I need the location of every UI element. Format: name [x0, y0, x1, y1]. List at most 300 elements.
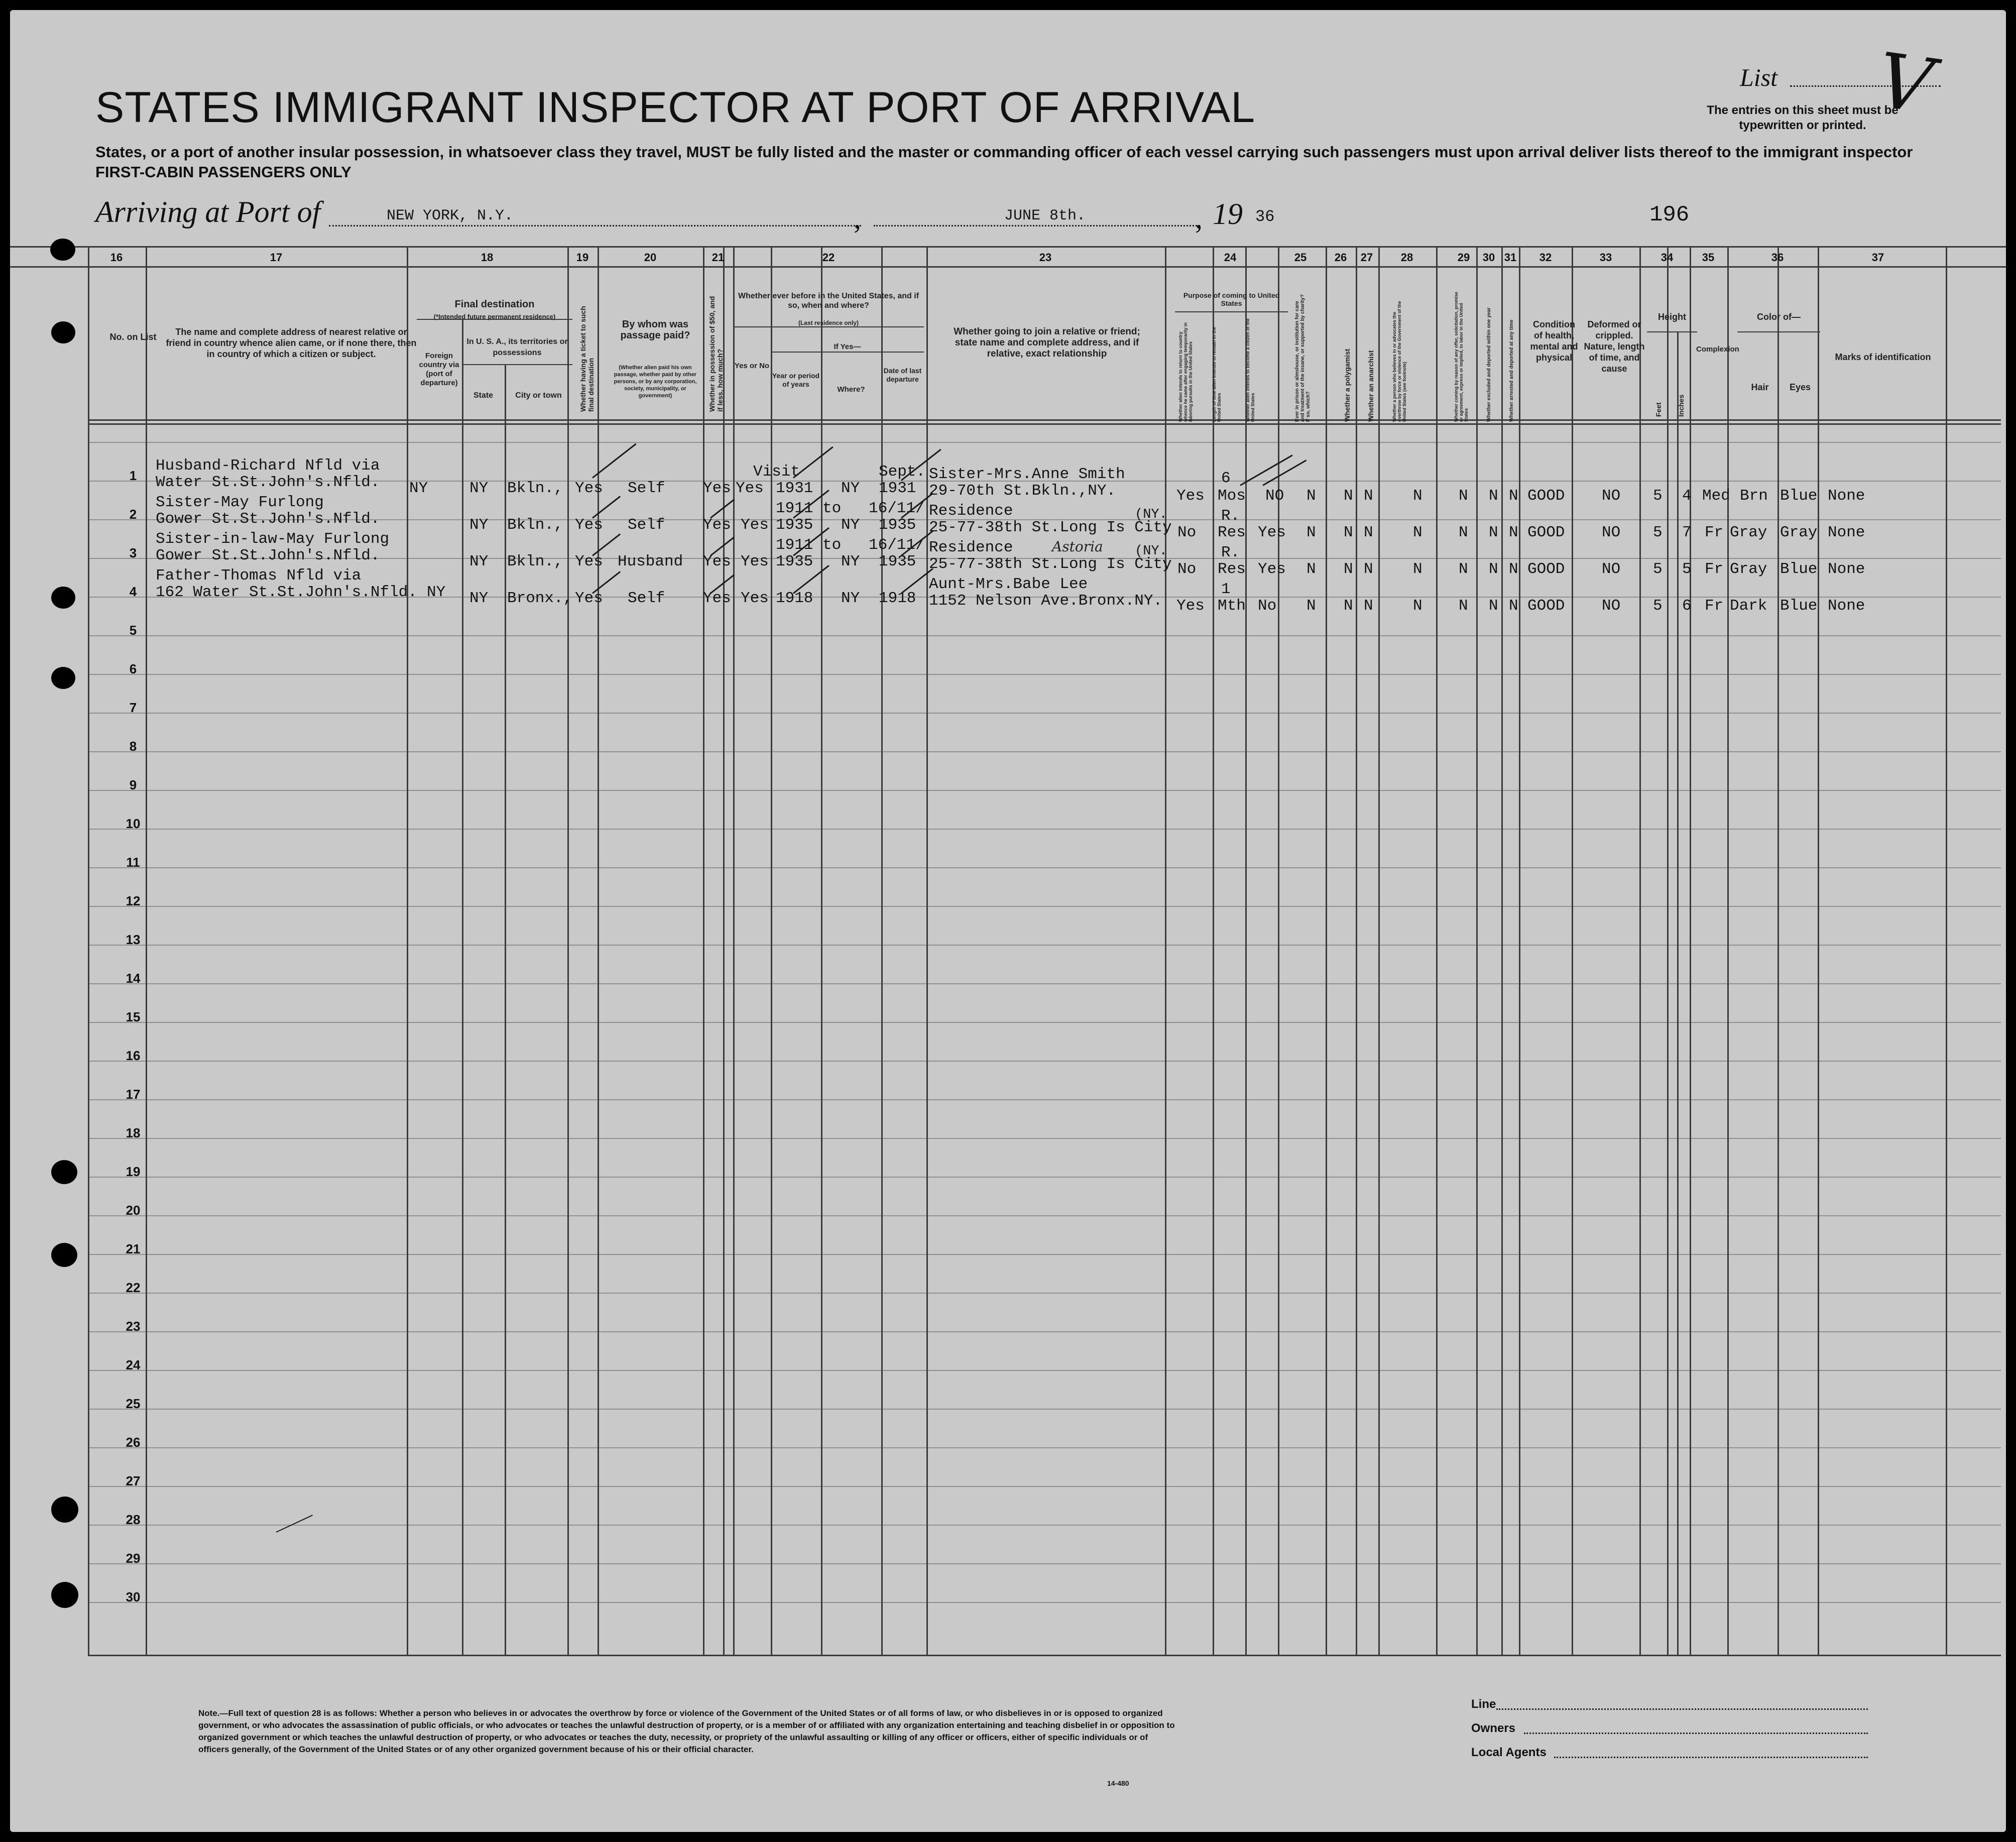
instructions-text: States, or a port of another insular possession, in whatsoever class they travel, MUST be fully listed and the master or commanding officer of each vessel carrying such passengers must upon arrival deliver lists thereof to the immigrant inspector	[95, 143, 1913, 161]
row-number: 30	[126, 1589, 141, 1604]
row-number: 14	[126, 971, 141, 986]
grid-line	[1326, 246, 1327, 1655]
grid-line	[1519, 246, 1520, 1655]
col24-heading: Purpose of coming to United States	[1183, 291, 1280, 307]
q28: N	[1413, 560, 1422, 578]
nearest-relative-line1: Husband-Richard Nfld via	[156, 457, 380, 475]
agents-underline	[1554, 1757, 1868, 1758]
col21-heading: Whether in possession of $50, and if less, how much?	[708, 296, 724, 412]
col22-date: Date of last departure	[883, 367, 922, 383]
form-number: 14-480	[1107, 1779, 1129, 1787]
purpose-length-top: 6	[1221, 470, 1231, 487]
date-underline	[874, 225, 1200, 226]
departure-date: 1935	[879, 553, 916, 570]
grid-line	[733, 246, 735, 1655]
row-number: 28	[126, 1512, 141, 1527]
comma-2: ,	[1195, 201, 1203, 235]
passage-paid: Self	[628, 516, 665, 534]
row-rule	[88, 1215, 2001, 1216]
row-number: 12	[126, 893, 141, 908]
deformed: NO	[1602, 487, 1621, 505]
ticket: Yes	[575, 553, 603, 570]
grid-line	[88, 423, 2001, 425]
q27: N	[1364, 560, 1373, 578]
purpose-citizen: Yes	[1258, 560, 1286, 578]
col29-heading: Whether coming by reason of any offer, solicitation, promise or agreement, express or implied, to labor in the United States	[1454, 291, 1469, 422]
col33-heading: Deformed or crippled. Nature, length of time, and cause	[1584, 319, 1645, 374]
q31: N	[1509, 524, 1518, 541]
q31: N	[1509, 487, 1518, 505]
marks: None	[1828, 524, 1865, 541]
grid-line	[1677, 331, 1679, 1655]
ticket: Yes	[575, 590, 603, 607]
purpose-length-top: R.	[1221, 507, 1240, 525]
row-number: 23	[126, 1319, 141, 1334]
column-number: 36	[1771, 251, 1784, 264]
money: Yes	[703, 516, 731, 534]
punch-hole	[51, 667, 75, 689]
grid-line	[1165, 246, 1166, 1655]
pencil-mark	[276, 1515, 313, 1533]
q30: N	[1489, 524, 1498, 541]
prev-years-top: 1911 to	[776, 536, 842, 554]
row-rule	[88, 674, 2001, 675]
check-mark	[793, 446, 834, 479]
nearest-relative-line2: Water St.St.John's.Nfld.	[156, 474, 380, 491]
dest-city: Bkln.,	[507, 480, 563, 497]
col22-heading: Whether ever before in the United States, and if so, when and where?	[738, 292, 919, 310]
punch-hole	[50, 239, 75, 261]
grid-line	[1476, 246, 1478, 1655]
grid-line	[1356, 246, 1357, 1655]
grid-line	[1572, 246, 1573, 1655]
manifest-sheet	[10, 10, 2006, 1832]
q25: N	[1307, 487, 1316, 505]
q28: N	[1413, 487, 1422, 505]
marks: None	[1828, 560, 1865, 578]
check-mark	[710, 499, 735, 518]
col34-inches: Inches	[1677, 394, 1685, 417]
row-rule	[88, 1099, 2001, 1100]
q30: N	[1489, 597, 1498, 615]
purpose-return: No	[1177, 524, 1197, 541]
q26: N	[1344, 524, 1353, 541]
column-number: 37	[1871, 251, 1884, 264]
column-number: 20	[644, 251, 657, 264]
q27: N	[1364, 487, 1373, 505]
eyes: Gray	[1780, 524, 1818, 541]
col19-heading: Whether having a ticket to such final destination	[579, 306, 595, 412]
joining-line2: 29-70th St.Bkln.,NY.	[929, 482, 1116, 500]
q27: N	[1364, 524, 1373, 541]
row-number: 7	[129, 700, 137, 715]
hair: Gray	[1730, 524, 1767, 541]
deformed: NO	[1602, 597, 1621, 615]
check-mark	[1262, 459, 1307, 486]
grid-line	[1501, 246, 1503, 1655]
nearest-relative-line2: Gower St.St.John's.Nfld.	[156, 547, 380, 564]
dest-city: Bkln.,	[507, 516, 563, 534]
col36-heading: Color of—	[1757, 312, 1801, 322]
q28: N	[1413, 597, 1422, 615]
purpose-length: Res	[1218, 560, 1246, 578]
row-number: 21	[126, 1241, 141, 1256]
col22-yesno: Yes or No	[734, 362, 770, 370]
height-inches: 4	[1682, 487, 1692, 505]
column-number: 22	[822, 251, 835, 264]
purpose-length: Mos	[1218, 487, 1246, 505]
purpose-length: Res	[1218, 524, 1246, 541]
foreign-port: NY	[427, 584, 446, 601]
marks: None	[1828, 487, 1865, 505]
nearest-relative-line1: Sister-in-law-May Furlong	[156, 530, 390, 548]
row-number: 22	[126, 1280, 141, 1295]
col18-foreign: Foreign country via (port of departure)	[419, 352, 459, 387]
departure-top: 16/11/	[869, 500, 925, 517]
grid-line	[1667, 246, 1669, 1655]
row-rule	[88, 1331, 2001, 1332]
list-label: List	[1740, 63, 1778, 91]
row-number: 1	[129, 468, 137, 483]
passage-paid: Self	[628, 480, 665, 497]
row-number: 15	[126, 1009, 141, 1024]
column-number: 26	[1334, 251, 1347, 264]
col36-eyes: Eyes	[1789, 382, 1811, 392]
arriving-label: Arriving at Port of	[95, 195, 321, 228]
row-number: 27	[126, 1473, 141, 1488]
grid-line	[1245, 246, 1247, 1655]
column-number: 21	[711, 251, 725, 264]
typewritten-notice: The entries on this sheet must be typewritten or printed.	[1707, 103, 1899, 132]
purpose-length-top: 1	[1221, 581, 1231, 598]
grid-line	[1378, 246, 1380, 1655]
joining-line2: 1152 Nelson Ave.Bronx.NY.	[929, 592, 1163, 610]
grid-line	[881, 246, 883, 1655]
purpose-return: Yes	[1176, 597, 1205, 615]
q29: N	[1459, 597, 1468, 615]
prev-visit: Yes	[741, 516, 769, 534]
departure-date: 1931	[879, 480, 916, 497]
grid-line	[10, 246, 2006, 248]
prev-where: NY	[841, 590, 860, 607]
column-number: 16	[110, 251, 123, 264]
line-underline	[1496, 1708, 1868, 1710]
col18-note: (*Intended future permanent residence)	[433, 313, 556, 320]
port-underline	[329, 225, 861, 226]
col36-hair: Hair	[1751, 382, 1769, 392]
row-rule	[88, 442, 2001, 443]
punch-hole	[51, 1160, 77, 1184]
footnote: Note.—Full text of question 28 is as follows: Whether a person who believes in or advocates the overthrow by force or violence of the Government of the United States or of all forms of law, or who disbelieves in or is opposed to organized government, or who advocates the assassination of public officials, or who advocates or teaches the unlawful destruction of property, or is a member of or affiliated with any organization entertaining and teaching disbelief in or opposition to organized government or which teaches the unlawful destruction of property, or who advocates or teaches the duty, necessity, or propriety of the unlawful assaulting or killing of any officer or officers, either of specific individuals or of officers generally, of the Government of the United States or of any other organized government because of his or their official character.	[198, 1708, 1175, 1754]
col24b-heading: Length of time alien intends to remain in the United States	[1212, 326, 1222, 422]
height-inches: 5	[1682, 560, 1692, 578]
departure-date: 1935	[879, 516, 916, 534]
col22-years: Year or period of years	[772, 372, 820, 388]
row-rule	[88, 983, 2001, 984]
hair: Dark	[1730, 597, 1767, 615]
col25-heading: Ever in prison or almshouse, or institution for care and treatment of the insane, or supported by charity? If so, which?	[1294, 294, 1311, 422]
row-number: 4	[129, 584, 137, 599]
agents-label: Local Agents	[1471, 1746, 1547, 1759]
column-number: 30	[1482, 251, 1495, 264]
health: GOOD	[1527, 597, 1565, 615]
ticket: Yes	[575, 516, 603, 534]
passenger-class-line: FIRST-CABIN PASSENGERS ONLY	[95, 163, 351, 181]
col22-ifyes: If Yes—	[834, 342, 861, 351]
q26: N	[1344, 560, 1353, 578]
prev-where: NY	[841, 553, 860, 570]
purpose-length-top: R.	[1221, 544, 1240, 561]
prev-years-top: 1911 to	[776, 500, 842, 517]
col24a-heading: Whether alien intends to return to country whence he came after engaging temporarily in laboring pursuits in the United States	[1178, 322, 1193, 422]
punch-hole	[51, 587, 75, 609]
joining-line1: Residence	[929, 539, 1013, 556]
col35-heading: Complexion	[1696, 345, 1739, 354]
grid-line	[1639, 246, 1641, 1655]
owners-underline	[1524, 1733, 1868, 1734]
nearest-relative-line2: Gower St.St.John's.Nfld.	[156, 510, 380, 528]
row-rule	[88, 1022, 2001, 1023]
dest-city: Bkln.,	[507, 553, 563, 570]
grid-line	[1175, 311, 1288, 312]
col18-state: State	[473, 391, 494, 400]
column-number: 32	[1539, 251, 1552, 264]
row-rule	[88, 906, 2001, 907]
grid-line	[407, 246, 408, 1655]
row-number: 6	[129, 661, 137, 676]
prev-visit: Yes	[741, 553, 769, 570]
column-number: 19	[576, 251, 589, 264]
row-rule	[88, 713, 2001, 714]
height-feet: 5	[1653, 597, 1663, 615]
joining-line2: 25-77-38th St.Long Is City	[929, 555, 1172, 573]
money: Yes	[703, 553, 731, 570]
marks: None	[1828, 597, 1865, 615]
row-rule	[88, 1447, 2001, 1448]
row-rule	[88, 829, 2001, 830]
check-mark	[592, 533, 621, 556]
row-number: 16	[126, 1048, 141, 1063]
list-mark: V	[1872, 37, 1938, 131]
comma: ,	[854, 201, 861, 235]
row-rule	[88, 1563, 2001, 1564]
dest-state: NY	[469, 516, 489, 534]
row-rule	[88, 1486, 2001, 1487]
prev-years: 1918	[776, 590, 813, 607]
joining-note: (NY.	[1135, 507, 1167, 522]
q29: N	[1459, 487, 1468, 505]
row-number: 8	[129, 739, 137, 754]
dest-state: NY	[469, 553, 489, 570]
check-mark	[592, 571, 621, 594]
q25: N	[1307, 524, 1316, 541]
q25: N	[1307, 560, 1316, 578]
row-rule	[88, 751, 2001, 752]
column-number: 31	[1504, 251, 1517, 264]
purpose-length: Mth	[1218, 597, 1246, 615]
col18-city: City or town	[515, 391, 562, 400]
grid-line	[598, 246, 599, 1655]
col16-heading: No. on List	[109, 332, 157, 342]
complexion: Fr	[1705, 560, 1724, 578]
row-rule	[88, 1525, 2001, 1526]
punch-hole	[51, 1496, 78, 1523]
grid-line	[88, 1655, 2001, 1656]
row-number: 26	[126, 1435, 141, 1450]
column-number: 29	[1457, 251, 1470, 264]
joining-note: (NY.	[1135, 544, 1167, 559]
prev-years: 1931	[776, 480, 813, 497]
row-rule	[88, 1138, 2001, 1139]
q25: N	[1307, 597, 1316, 615]
punch-hole	[51, 1243, 77, 1267]
prev-where: NY	[841, 516, 860, 534]
foreign-port: NY	[409, 480, 428, 497]
grid-line	[462, 319, 463, 1655]
grid-line	[10, 266, 2006, 268]
row-rule	[88, 1409, 2001, 1410]
dest-city: Bronx.,	[507, 590, 573, 607]
col37-heading: Marks of identification	[1835, 352, 1931, 362]
height-feet: 5	[1653, 560, 1663, 578]
grid-line	[1436, 246, 1438, 1655]
nearest-relative-line1: Sister-May Furlong	[156, 494, 324, 511]
column-number: 18	[481, 251, 494, 264]
grid-line	[1690, 246, 1691, 1655]
row-number: 3	[129, 545, 137, 560]
grid-line	[771, 246, 772, 1655]
grid-line	[1278, 246, 1279, 1655]
date-value: JUNE 8th.	[1004, 207, 1086, 224]
purpose-citizen: No	[1258, 597, 1277, 615]
row-number: 29	[126, 1551, 141, 1566]
dest-state: NY	[469, 590, 489, 607]
grid-line	[1946, 246, 1947, 1655]
height-inches: 7	[1682, 524, 1692, 541]
q29: N	[1459, 560, 1468, 578]
row-rule	[88, 635, 2001, 636]
col32-heading: Condition of health, mental and physical	[1530, 319, 1578, 363]
grid-line	[703, 246, 704, 1655]
grid-line	[1818, 246, 1819, 1655]
q26: N	[1344, 597, 1353, 615]
prev-years: 1935	[776, 516, 813, 534]
q26: N	[1344, 487, 1353, 505]
col34-feet: Feet	[1654, 402, 1663, 417]
grid-line	[567, 246, 569, 1655]
owners-label: Owners	[1471, 1721, 1516, 1735]
row-number: 20	[126, 1203, 141, 1218]
eyes: Blue	[1780, 560, 1818, 578]
grid-line	[821, 246, 822, 1655]
prev-visit: Yes	[741, 590, 769, 607]
grid-line	[462, 364, 572, 365]
purpose-citizen: NO	[1265, 487, 1284, 505]
row-rule	[88, 1370, 2001, 1371]
hair: Brn	[1740, 487, 1768, 505]
col20-note: (Whether alien paid his own passage, whether paid by other persons, or by any corporation, society, municipality, or government)	[614, 365, 697, 399]
grid-line	[88, 246, 89, 1655]
col24c-heading: Whether alien intends to become a citizen of the United States	[1245, 318, 1255, 422]
health: GOOD	[1527, 487, 1565, 505]
year-prefix: 19	[1213, 197, 1243, 231]
column-number: 27	[1360, 251, 1373, 264]
line-label: Line	[1471, 1697, 1496, 1711]
purpose-return: No	[1177, 560, 1197, 578]
joining-handwritten: Astoria	[1052, 538, 1103, 555]
column-number: 35	[1702, 251, 1715, 264]
q28: N	[1413, 524, 1422, 541]
page-title: STATES IMMIGRANT INSPECTOR AT PORT OF ARRIVAL	[95, 83, 1256, 132]
year-value: 36	[1255, 207, 1275, 226]
row-number: 13	[126, 932, 141, 947]
q27: N	[1364, 597, 1373, 615]
joining-line1: Sister-Mrs.Anne Smith	[929, 466, 1125, 483]
q31: N	[1509, 597, 1518, 615]
row-number: 24	[126, 1357, 141, 1372]
hair: Gray	[1730, 560, 1767, 578]
grid-line	[88, 419, 2001, 421]
row-number: 17	[126, 1087, 141, 1102]
complexion: Fr	[1705, 597, 1724, 615]
departure-date: 1918	[879, 590, 916, 607]
col34-heading: Height	[1658, 312, 1686, 322]
col30-heading: Whether excluded and deported within one year	[1486, 307, 1492, 422]
col23-heading: Whether going to join a relative or friend; state name and complete address, and if relative, exact relationship	[954, 326, 1140, 359]
passage-paid: Self	[628, 590, 665, 607]
departure-top: 16/11/	[869, 536, 925, 554]
nearest-relative-line2: 162 Water St.St.John's.Nfld.	[156, 584, 417, 601]
punch-hole	[51, 1582, 78, 1608]
deformed: NO	[1602, 524, 1621, 541]
row-rule	[88, 1177, 2001, 1178]
row-rule	[88, 1602, 2001, 1603]
row-rule	[88, 1061, 2001, 1062]
col26-heading: Whether a polygamist	[1343, 349, 1351, 422]
column-number: 17	[270, 251, 283, 264]
health: GOOD	[1527, 524, 1565, 541]
row-number: 18	[126, 1125, 141, 1140]
col31-heading: Whether arrested and deported at any time	[1509, 319, 1514, 422]
row-number: 2	[129, 507, 137, 522]
joining-line1: Residence	[929, 502, 1013, 520]
column-number: 34	[1661, 251, 1674, 264]
check-mark	[592, 496, 621, 518]
height-inches: 6	[1682, 597, 1692, 615]
column-number: 23	[1039, 251, 1052, 264]
row-number: 25	[126, 1396, 141, 1411]
height-feet: 5	[1653, 487, 1663, 505]
row-rule	[88, 1254, 2001, 1255]
col18-heading: Final destination	[454, 299, 535, 310]
page-number: 196	[1649, 202, 1690, 227]
health: GOOD	[1527, 560, 1565, 578]
prev-years: 1935	[776, 553, 813, 570]
height-feet: 5	[1653, 524, 1663, 541]
joining-line2: 25-77-38th St.Long Is City	[929, 519, 1172, 536]
complexion: Fr	[1705, 524, 1724, 541]
row-number: 19	[126, 1164, 141, 1179]
money: Yes	[703, 590, 731, 607]
grid-line	[1727, 246, 1729, 1655]
prev-visit: Yes	[736, 480, 764, 497]
purpose-citizen: Yes	[1258, 524, 1286, 541]
q29: N	[1459, 524, 1468, 541]
complexion: Med	[1702, 487, 1730, 505]
punch-hole	[51, 321, 75, 343]
q30: N	[1489, 487, 1498, 505]
ticket: Yes	[575, 480, 603, 497]
